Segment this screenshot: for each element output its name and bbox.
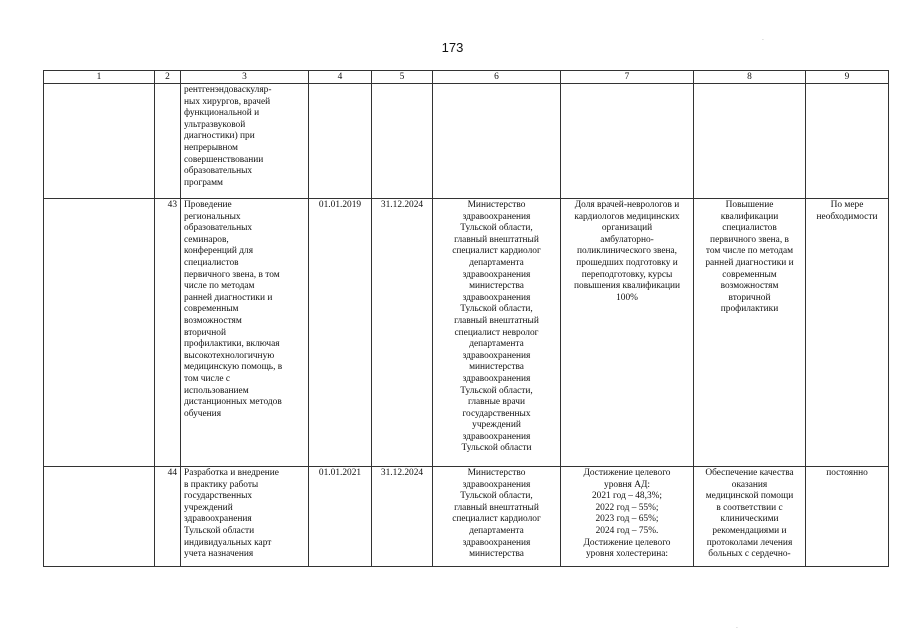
measure-description: рентгенэндоваскуляр- ных хирургов, врачей функциональной и ультразвуковой диагностики) при непрерывном совершенствовании образовательных программ	[181, 84, 309, 199]
measure-description: Разработка и внедрение в практику работы государственных учреждений здравоохранения Тульской области индивидуальных карт учета назначения	[181, 467, 309, 567]
column-number: 3	[181, 71, 309, 84]
start-date: 01.01.2021	[309, 467, 372, 567]
table-row	[44, 467, 889, 567]
column-number: 6	[433, 71, 561, 84]
row-number: 44	[155, 467, 181, 567]
end-date: 31.12.2024	[372, 467, 433, 567]
table-cell	[372, 84, 433, 199]
table-cell	[155, 84, 181, 199]
table-cell	[44, 84, 155, 199]
column-number: 1	[44, 71, 155, 84]
table-row	[44, 199, 889, 467]
column-number-row	[44, 71, 889, 84]
table-cell	[694, 84, 806, 199]
frequency: постоянно	[806, 467, 889, 567]
page-number: 173	[441, 40, 464, 55]
column-number: 5	[372, 71, 433, 84]
responsible-executors: Министерство здравоохранения Тульской области, главный внештатный специалист кардиолог департамента здравоохранения министерства здравоохранения Тульской области, главный внештатный специалист невролог департамента здравоохранения министерства здравоохранения Тульской области, главные врачи государственных учреждений здравоохранения Тульской области	[433, 199, 561, 467]
measure-description: Проведение региональных образовательных семинаров, конференций для специалистов первичного звена, в том числе по методам ранней диагностики и современным возможностям вторичной профилактики, включая высокотехнологичную медицинскую помощь, в том числе с использованием дистанционных методов обучения	[181, 199, 309, 467]
expected-result: Повышение квалификации специалистов первичного звена, в том числе по методам ранней диагностики и современным возможностям вторичной профилактики	[694, 199, 806, 467]
measures-table	[43, 70, 889, 567]
table-cell	[44, 199, 155, 467]
responsible-executors: Министерство здравоохранения Тульской области, главный внештатный специалист кардиолог департамента здравоохранения министерства	[433, 467, 561, 567]
column-number: 4	[309, 71, 372, 84]
target-indicator: Доля врачей-неврологов и кардиологов медицинских организаций амбулаторно- поликлинического звена, прошедших подготовку и переподготовку, курсы повышения квалификации 100%	[561, 199, 694, 467]
scan-speck: ·	[736, 625, 738, 632]
table-cell	[309, 84, 372, 199]
table-cell	[44, 467, 155, 567]
table-cell	[806, 84, 889, 199]
frequency: По мере необходимости	[806, 199, 889, 467]
table-cell	[433, 84, 561, 199]
table-cell	[561, 84, 694, 199]
scan-speck: ·	[762, 37, 764, 44]
column-number: 2	[155, 71, 181, 84]
column-number: 7	[561, 71, 694, 84]
column-number: 9	[806, 71, 889, 84]
end-date: 31.12.2024	[372, 199, 433, 467]
start-date: 01.01.2019	[309, 199, 372, 467]
row-number: 43	[155, 199, 181, 467]
table-row	[44, 84, 889, 199]
expected-result: Обеспечение качества оказания медицинской помощи в соответствии с клиническими рекомендациями и протоколами лечения больных с сердечно-	[694, 467, 806, 567]
column-number: 8	[694, 71, 806, 84]
target-indicator: Достижение целевого уровня АД: 2021 год – 48,3%; 2022 год – 55%; 2023 год – 65%; 2024 год – 75%. Достижение целевого уровня холестерина:	[561, 467, 694, 567]
